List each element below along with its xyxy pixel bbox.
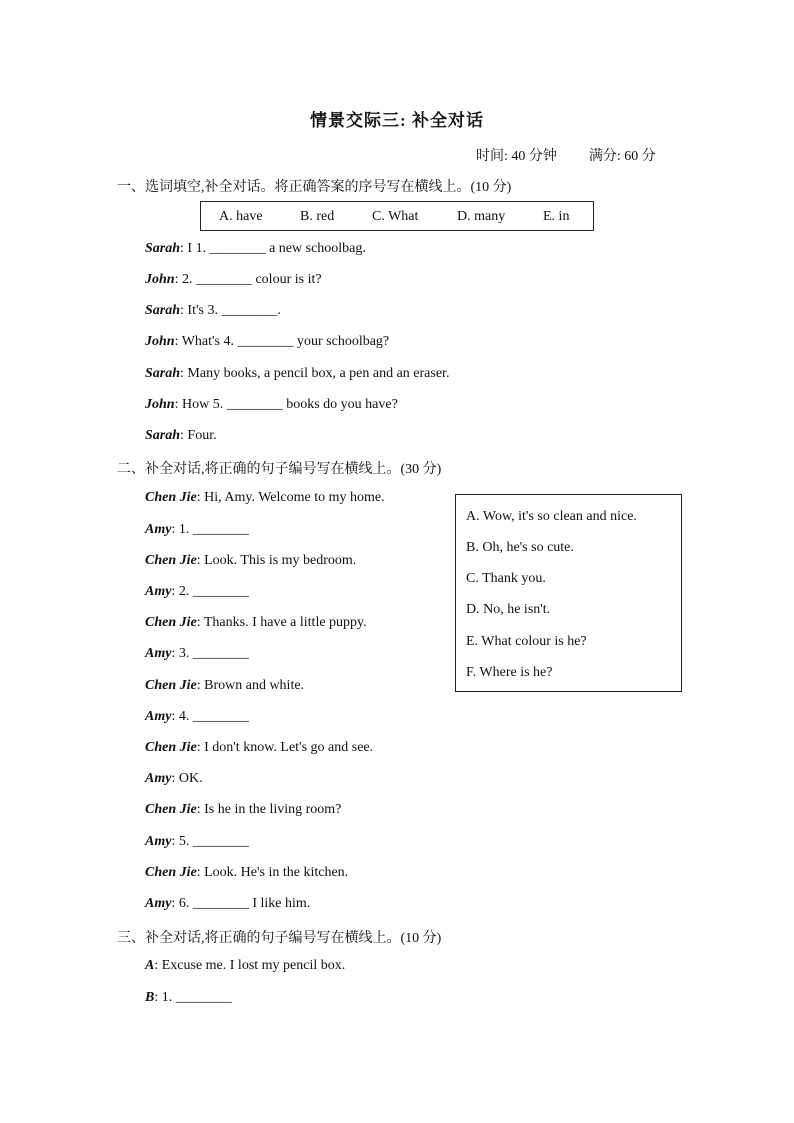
line-text: : 2. ________ colour is it? [174, 272, 322, 287]
speaker: Chen Jie [145, 802, 197, 817]
dialogue-line [145, 428, 217, 444]
line-text: : Is he in the living room? [196, 802, 342, 817]
dialogue-line [145, 771, 203, 787]
word-option: A. have [219, 209, 263, 224]
sentence-option: A. Wow, it's so clean and nice. [466, 509, 637, 524]
line-text: : Look. This is my bedroom. [196, 553, 357, 568]
word-option: B. red [300, 209, 335, 224]
dialogue-line [145, 553, 356, 569]
speaker: John [145, 272, 175, 287]
dialogue-line [145, 646, 249, 662]
speaker: Sarah [145, 241, 181, 256]
dialogue-line [145, 709, 249, 725]
dialogue-line [145, 490, 385, 506]
speaker: Chen Jie [145, 865, 197, 880]
dialogue-line [145, 896, 310, 912]
dialogue-line [145, 397, 398, 413]
time-limit: 时间: 40 分钟 [476, 149, 557, 164]
word-option: C. What [372, 209, 419, 224]
line-text: : Many books, a pencil box, a pen and an eraser. [180, 366, 450, 381]
speaker: John [145, 397, 175, 412]
line-text: : Thanks. I have a little puppy. [196, 615, 367, 630]
word-option: E. in [543, 209, 570, 224]
speaker: Chen Jie [145, 490, 197, 505]
dialogue-line [145, 366, 449, 382]
speaker: Amy [145, 646, 172, 661]
sentence-option: B. Oh, he's so cute. [466, 540, 574, 555]
speaker: Sarah [145, 366, 181, 381]
dialogue-line [145, 522, 249, 538]
page-title: 情景交际三: 补全对话 [310, 111, 484, 130]
line-text: : I don't know. Let's go and see. [196, 740, 374, 755]
speaker: Sarah [145, 303, 181, 318]
full-score: 满分: 60 分 [588, 149, 656, 164]
speaker: Amy [145, 771, 172, 786]
line-text: : 6. ________ I like him. [171, 896, 311, 911]
sentence-option: D. No, he isn't. [466, 602, 551, 617]
line-text: : 2. ________ [171, 584, 249, 599]
line-text: : 1. ________ [171, 522, 249, 537]
line-text: : Four. [180, 428, 217, 443]
sentence-bank [455, 494, 682, 692]
dialogue-line [145, 834, 249, 850]
speaker: Amy [145, 896, 172, 911]
speaker: Chen Jie [145, 740, 197, 755]
line-text: : Excuse me. I lost my pencil box. [154, 958, 346, 973]
line-text: : What's 4. ________ your schoolbag? [174, 334, 390, 349]
speaker: Chen Jie [145, 678, 197, 693]
word-bank [200, 201, 594, 231]
speaker: John [145, 334, 175, 349]
dialogue-line [145, 678, 304, 694]
line-text: : Hi, Amy. Welcome to my home. [196, 490, 385, 505]
dialogue-line [145, 272, 322, 288]
line-text: : It's 3. ________. [180, 303, 281, 318]
line-text: : 5. ________ [171, 834, 249, 849]
dialogue-line [145, 740, 373, 756]
speaker: Amy [145, 834, 172, 849]
section3-heading: 三、补全对话,将正确的句子编号写在横线上。(10 分) [117, 931, 442, 946]
dialogue-line [145, 990, 232, 1006]
line-text: : 1. ________ [154, 990, 232, 1005]
sentence-option: F. Where is he? [466, 665, 553, 680]
line-text: : 3. ________ [171, 646, 249, 661]
dialogue-line [145, 584, 249, 600]
line-text: : How 5. ________ books do you have? [174, 397, 398, 412]
speaker: A [145, 958, 155, 973]
dialogue-line [145, 303, 281, 319]
speaker: Chen Jie [145, 615, 197, 630]
speaker: Amy [145, 584, 172, 599]
section1-heading: 一、选词填空,补全对话。将正确答案的序号写在横线上。(10 分) [117, 180, 512, 195]
speaker: Sarah [145, 428, 181, 443]
exam-meta [476, 145, 656, 165]
dialogue-line [145, 802, 341, 818]
section2-heading: 二、补全对话,将正确的句子编号写在横线上。(30 分) [117, 462, 442, 477]
dialogue-line [145, 615, 367, 631]
dialogue-line [145, 958, 345, 974]
line-text: : 4. ________ [171, 709, 249, 724]
speaker: Amy [145, 522, 172, 537]
dialogue-line [145, 241, 366, 257]
line-text: : I 1. ________ a new schoolbag. [180, 241, 366, 256]
word-option: D. many [457, 209, 506, 224]
sentence-option: E. What colour is he? [466, 634, 587, 649]
speaker: Amy [145, 709, 172, 724]
speaker: B [145, 990, 155, 1005]
dialogue-line [145, 865, 348, 881]
line-text: : Brown and white. [196, 678, 305, 693]
sentence-option: C. Thank you. [466, 571, 546, 586]
dialogue-line [145, 334, 389, 350]
line-text: : OK. [171, 771, 203, 786]
speaker: Chen Jie [145, 553, 197, 568]
line-text: : Look. He's in the kitchen. [196, 865, 349, 880]
